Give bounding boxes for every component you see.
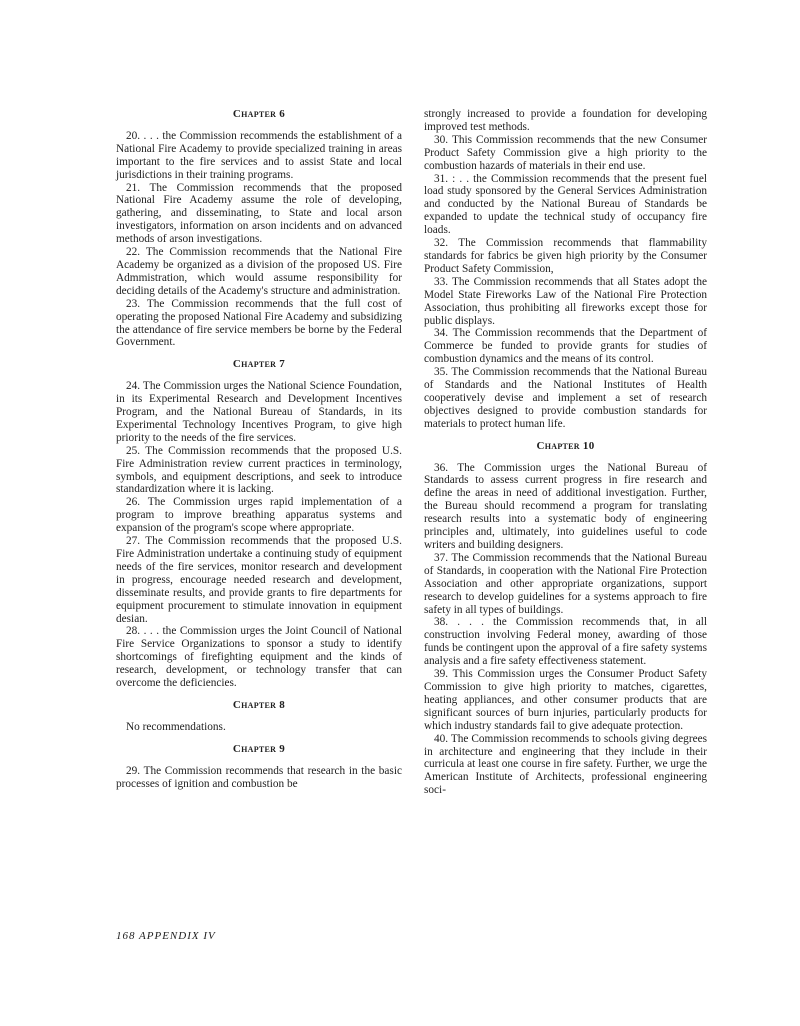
recommendation-40: 40. The Commission recommends to schools giving degrees in architecture and engineering that they include in their curricula at least one course in fire safety. Further, we urge the American Institute of Architects, professional engineering soci-	[424, 732, 707, 797]
recommendation-29-continued: strongly increased to provide a foundation for developing improved test methods.	[424, 108, 707, 133]
recommendation-30: 30. This Commission recommends that the new Consumer Product Safety Commission give a high priority to the combustion hazards of materials in their end use.	[424, 133, 707, 172]
recommendation-33: 33. The Commission recommends that all States adopt the Model State Fireworks Law of the National Fire Protection Association, thus prohibiting all fireworks except those for public displays.	[424, 275, 707, 327]
recommendation-31: 31. : . . the Commission recommends that the present fuel load study sponsored by the General Services Administration and conducted by the National Bureau of Standards be expanded to update the technical study of occupancy fire loads.	[424, 172, 707, 237]
chapter-10-heading: Chapter 10	[536, 439, 595, 452]
page-footer: 168 APPENDIX IV	[116, 930, 216, 942]
recommendation-24: 24. The Commission urges the National Science Foundation, in its Experimental Research and Development Incentives Program, and the National Bureau of Standards, in its Experimental Technology Incentives Program, to give high priority to the needs of the fire services.	[116, 380, 402, 444]
recommendation-26: 26. The Commission urges rapid implementation of a program to improve breathing apparatus systems and expansion of the program's scope where appropriate.	[116, 496, 402, 535]
recommendation-36: 36. The Commission urges the National Bureau of Standards to assess current progress in fire research and define the areas in need of additional investigation. Further, the Bureau should recommend a program for translating research results into a systematic body of engineering principles and, ultimately, into guidelines useful to code writers and building designers.	[424, 461, 707, 551]
chapter-9-heading: Chapter 9	[232, 742, 286, 755]
right-column	[424, 108, 707, 797]
no-recommendations-text: No recommendations.	[126, 720, 226, 733]
recommendation-23: 23. The Commission recommends that the full cost of operating the proposed National Fire Academy and subsidizing the attendance of fire service members be borne by the Federal Government.	[116, 297, 402, 349]
recommendation-28: 28. . . . the Commission urges the Joint Council of National Fire Service Organizations to sponsor a study to identify shortcomings of firefighting equipment and the kinds of research, development, or technology transfer that can overcome the deficiencies.	[116, 625, 402, 690]
recommendation-38: 38. . . . the Commission recommends that, in all construction involving Federal money, awarding of those funds be contingent upon the approval of a fire safety systems analysis and a fire safety effectiveness statement.	[424, 616, 707, 668]
recommendation-37: 37. The Commission recommends that the National Bureau of Standards, in cooperation with the National Fire Protection Association and other appropriate organizations, support research to develop guidelines for a systems approach to fire safety in all types of buildings.	[424, 551, 707, 616]
recommendation-20: 20. . . . the Commission recommends the establishment of a National Fire Academy to provide specialized training in areas important to the fire services and to assist State and local jurisdictions in their training programs.	[116, 129, 402, 181]
chapter-6-heading: Chapter 6	[232, 108, 286, 120]
recommendation-34: 34. The Commission recommends that the Department of Commerce be funded to provide grants for studies of combustion dynamics and the means of its control.	[424, 327, 707, 366]
chapter-7-heading: Chapter 7	[232, 358, 286, 371]
recommendation-27: 27. The Commission recommends that the proposed U.S. Fire Administration undertake a continuing study of equipment needs of the fire services, monitor research and development in progress, encourage needed research and development, disseminate results, and provide grants to fire departments for equipment procurement to stimulate innovation in equipment desian.	[116, 535, 402, 625]
recommendation-25: 25. The Commission recommends that the proposed U.S. Fire Administration review current practices in terminology, symbols, and equipment descriptions, and seek to introduce standardization where it is lacking.	[116, 444, 402, 496]
recommendation-32: 32. The Commission recommends that flammability standards for fabrics be given high priority by the Consumer Product Safety Commission,	[424, 237, 707, 275]
chapter-8-heading: Chapter 8	[232, 698, 286, 711]
recommendation-29: 29. The Commission recommends that research in the basic processes of ignition and combustion be	[116, 764, 402, 790]
recommendation-39: 39. This Commission urges the Consumer Product Safety Commission to give high priority to matches, cigarettes, heating appliances, and other consumer products that are significant sources of burn injuries, particularly products for which industry standards fail to give adequate protection.	[424, 668, 707, 732]
recommendation-35: 35. The Commission recommends that the National Bureau of Standards and the National Institutes of Health cooperatively devise and implement a set of research objectives designed to provide combustion standards for materials to protect human life.	[424, 366, 707, 430]
recommendation-21: 21. The Commission recommends that the proposed National Fire Academy assume the role of developing, gathering, and disseminating, to State and local arson investigators, information on arson incidents and on advanced methods of arson investigations.	[116, 181, 402, 246]
recommendation-22: 22. The Commission recommends that the National Fire Academy be organized as a division of the proposed US. Fire Admmistration, which would assume responsibility for deciding details of the Academy's structure and administration.	[116, 246, 402, 297]
left-column	[116, 108, 402, 791]
